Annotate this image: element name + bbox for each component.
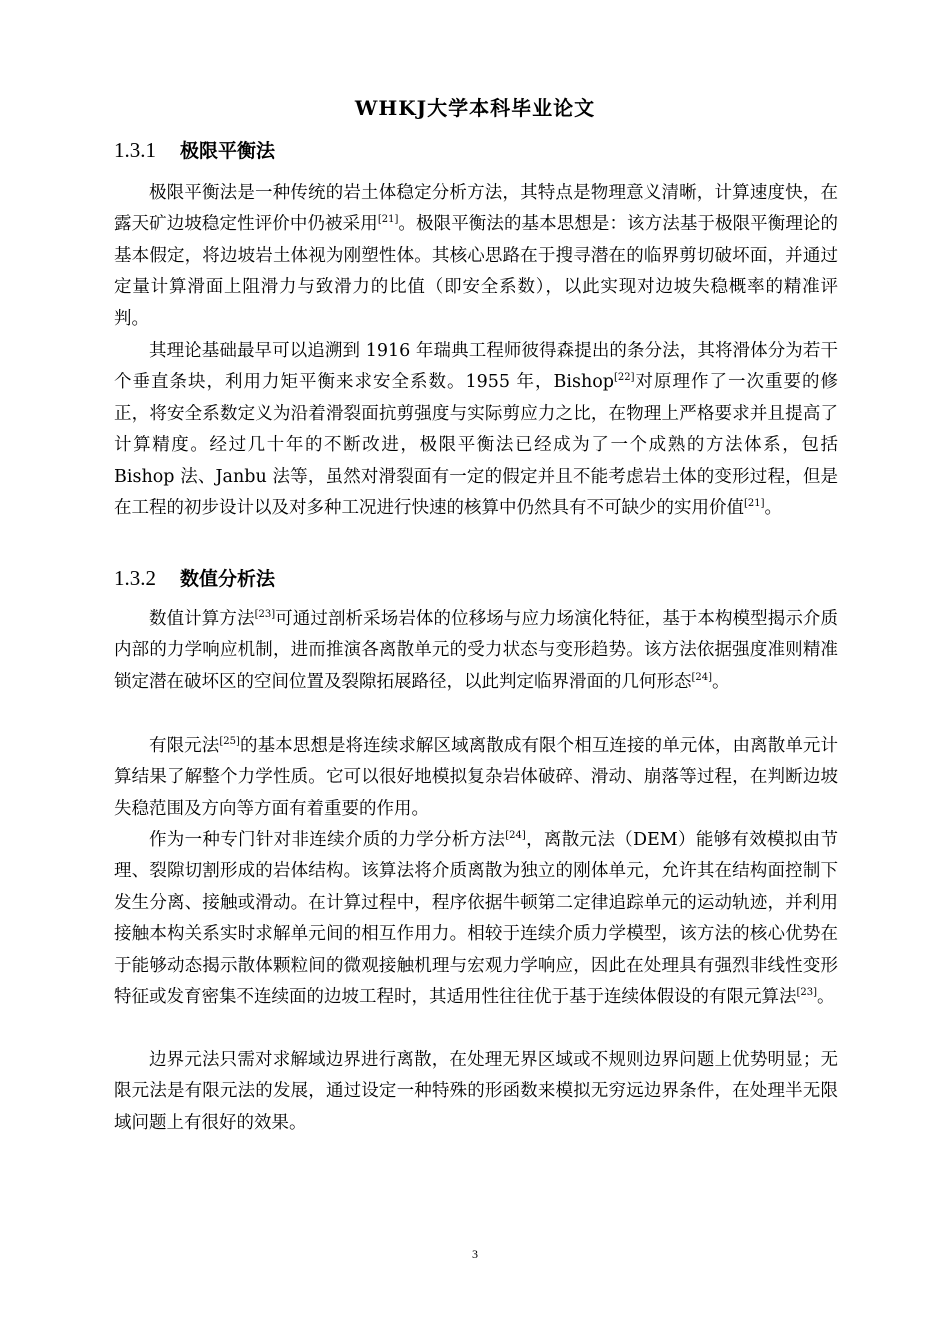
text-run: 。 (764, 498, 783, 519)
text-run: 。极限平衡法的基本思想是：该方法基于极限平衡理论的基本假定，将边坡岩土体视为刚塑性体。其核心思路在于搜寻潜在的临界剪切破坏面，并通过定量计算滑面上阻滑力与致滑力的比值（即安全系数），以此实现对边坡失稳概率的精准评判。 (114, 214, 839, 329)
text-run: 。 (712, 671, 730, 692)
paragraph (114, 336, 838, 524)
text-run: 可通过剖析采场岩体的位移场与应力场演化特征，基于本构模型揭示介质内部的力学响应机制，进而推演各离散单元的受力状态与变形趋势。该方法依据强度准则精准锁定潜在破坏区的空间位置及裂隙拓展路径，以此判定临界滑面的几何形态 (114, 609, 839, 692)
section-title: 数值分析法 (180, 568, 276, 590)
section-number: 1.3.1 (114, 138, 156, 162)
section-number: 1.3.2 (114, 566, 156, 590)
text-run: 作为一种专门针对非连续介质的力学分析方法 (149, 830, 506, 850)
citation-ref: [23] (796, 987, 818, 999)
paragraph (114, 731, 838, 825)
citation-ref: [25] (219, 736, 240, 747)
citation-ref: [24] (691, 671, 713, 683)
citation-ref: [21] (377, 214, 399, 226)
citation-ref: [23] (254, 609, 276, 620)
paragraph (114, 604, 838, 698)
text-run: 数值计算方法 (149, 609, 255, 629)
section-heading-1-3-2 (114, 564, 275, 593)
paragraph (114, 178, 838, 335)
citation-ref: [22] (614, 372, 635, 384)
text-run: 其理论基础最早可以追溯到 1916 年瑞典工程师彼得森提出的条分法，其将滑体分为若干个垂直条块，利用力矩平衡来求安全系数。1955 年，Bishop (114, 341, 838, 393)
text-run: 的基本思想是将连续求解区域离散成有限个相互连接的单元体，由离散单元计算结果了解整个力学性质。它可以很好地模拟复杂岩体破碎、滑动、崩落等过程，在判断边坡失稳范围及方向等方面有着重要的作用。 (114, 736, 839, 819)
text-run: 有限元法 (149, 736, 220, 756)
citation-ref: [21] (744, 498, 765, 510)
text-run: 边界元法只需对求解域边界进行离散，在处理无界区域或不规则边界问题上优势明显；无限元法是有限元法的发展，通过设定一种特殊的形函数来模拟无穷远边界条件，在处理半无限域问题上有很好的效果。 (114, 1050, 838, 1133)
page-header: WHKJ大学本科毕业论文 (354, 96, 596, 120)
text-run: ，离散元法（DEM）能够有效模拟由节理、裂隙切割形成的岩体结构。该算法将介质离散为独立的刚体单元，允许其在结构面控制下发生分离、接触或滑动。在计算过程中，程序依据牛顿第二定律追踪单元的运动轨迹，并利用接触本构关系实时求解单元间的相互作用力。相较于连续介质力学模型，该方法的核心优势在于能够动态揭示散体颗粒间的微观接触机理与宏观力学响应，因此在处理具有强烈非线性变形特征或发育密集不连续面的边坡工程时，其适用性往往优于基于连续体假设的有限元算法 (114, 830, 838, 1008)
paragraph (114, 1045, 838, 1139)
section-heading-1-3-1 (114, 136, 275, 165)
text-run: 极限平衡法是一种传统的岩土体稳定分析方法，其特点是物理意义清晰，计算速度快，在露天矿边坡稳定性评价中仍被采用 (114, 183, 838, 235)
page-number: 3 (472, 1247, 478, 1261)
text-run: 对原理作了一次重要的修正，将安全系数定义为沿着滑裂面抗剪强度与实际剪应力之比，在物理上严格要求并且提高了计算精度。经过几十年的不断改进，极限平衡法已经成为了一个成熟的方法体系，包括 Bishop 法、Janbu 法等，虽然对滑裂面有一定的假定并且不能考虑岩土体的变形过程，但是在工程的初步设计以及对多种工况进行快速的核算中仍然具有不可缺少的实用价值 (114, 372, 839, 519)
paragraph (114, 825, 838, 1013)
section-title: 极限平衡法 (180, 140, 276, 162)
text-run: 。 (817, 987, 835, 1008)
citation-ref: [24] (505, 830, 526, 841)
